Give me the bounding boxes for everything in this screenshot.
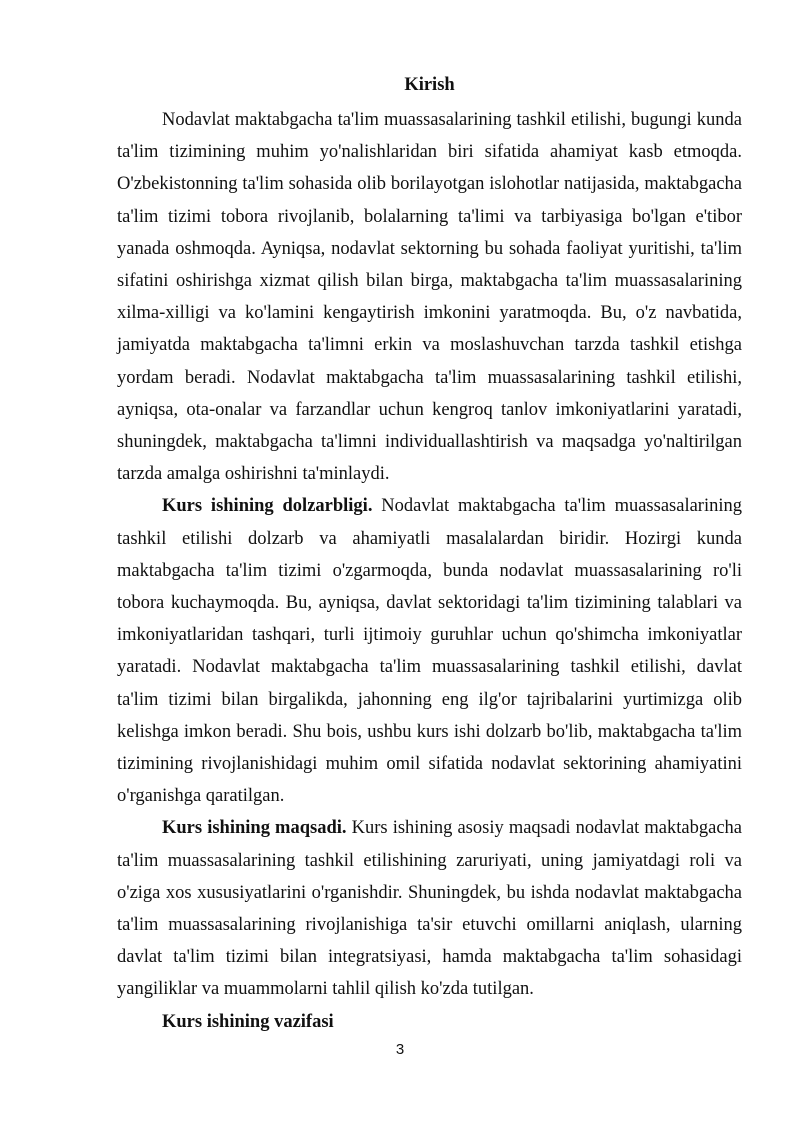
paragraph-lead: Kurs ishining dolzarbligi.: [162, 496, 373, 517]
goal-paragraph: [117, 812, 742, 1005]
paragraph-lead: Kurs ishining vazifasi: [162, 1011, 334, 1032]
paragraph-text: Kurs ishining asosiy maqsadi nodavlat maktabgacha ta'lim muassasalarining tashkil etilishining zaruriyati, uning jamiyatdagi roli va o'ziga xos xususiyatlarini o'rganishdir. Shuningdek, bu ishda nodavlat maktabgacha ta'lim muassasalarining rivojlanishiga ta'sir etuvchi omillarni aniqlash, ularning davlat ta'lim tizimi bilan integratsiyasi, hamda maktabgacha ta'lim sohasidagi yangiliklar va muammolarni tahlil qilish ko'zda tutilgan.: [117, 818, 742, 1000]
paragraph-text: Nodavlat maktabgacha ta'lim muassasalarining tashkil etilishi, bugungi kunda ta'lim tizimining muhim yo'nalishlaridan biri sifatida ahamiyat kasb etmoqda. O'zbekistonning ta'lim sohasida olib borilayotgan islohotlar natijasida, maktabgacha ta'lim tizimi tobora rivojlanib, bolalarning ta'limi va tarbiyasiga bo'lgan e'tibor yanada oshmoqda. Ayniqsa, nodavlat sektorning bu sohada faoliyat yuritishi, ta'lim sifatini oshirishga xizmat qilish bilan birga, maktabgacha ta'lim muassasalarining xilma-xilligi va ko'lamini kengaytirish imkonini yaratmoqda. Bu, o'z navbatida, jamiyatda maktabgacha ta'limni erkin va moslashuvchan tarzda tashkil etishga yordam beradi. Nodavlat maktabgacha ta'lim muassasalarining tashkil etilishi, ayniqsa, ota-onalar va farzandlar uchun kengroq tanlov imkoniyatlarini yaratadi, shuningdek, maktabgacha ta'limni individuallashtirish va maqsadga yo'naltirilgan tarzda amalga oshirishni ta'minlaydi.: [117, 110, 742, 485]
intro-paragraph: [117, 104, 742, 490]
paragraph-lead: Kurs ishining maqsadi.: [162, 818, 347, 839]
paragraph-text: Nodavlat maktabgacha ta'lim muassasalarining tashkil etilishi dolzarb va ahamiyatli masalalardan biridir. Hozirgi kunda maktabgacha ta'lim tizimi o'zgarmoqda, bunda nodavlat muassasalarining ro'li tobora kuchaymoqda. Bu, ayniqsa, davlat sektoridagi ta'lim tizimining talablari va imkoniyatlaridan tashqari, turli ijtimoiy guruhlar uchun qo'shimcha imkoniyatlar yaratadi. Nodavlat maktabgacha ta'lim muassasalarining tashkil etilishi, davlat ta'lim tizimi bilan birgalikda, jahonning eng ilg'or tajribalarini yurtimizga olib kelishga imkon beradi. Shu bois, ushbu kurs ishi dolzarb bo'lib, maktabgacha ta'lim tizimining rivojlanishidagi muhim omil sifatida nodavlat sektorining ahamiyatini o'rganishga qaratilgan.: [117, 496, 742, 807]
section-title: Kirish: [404, 75, 455, 95]
document-page: [117, 70, 742, 1038]
relevance-paragraph: [117, 490, 742, 812]
page-number: 3: [395, 1041, 405, 1058]
tasks-paragraph: [117, 1006, 742, 1038]
